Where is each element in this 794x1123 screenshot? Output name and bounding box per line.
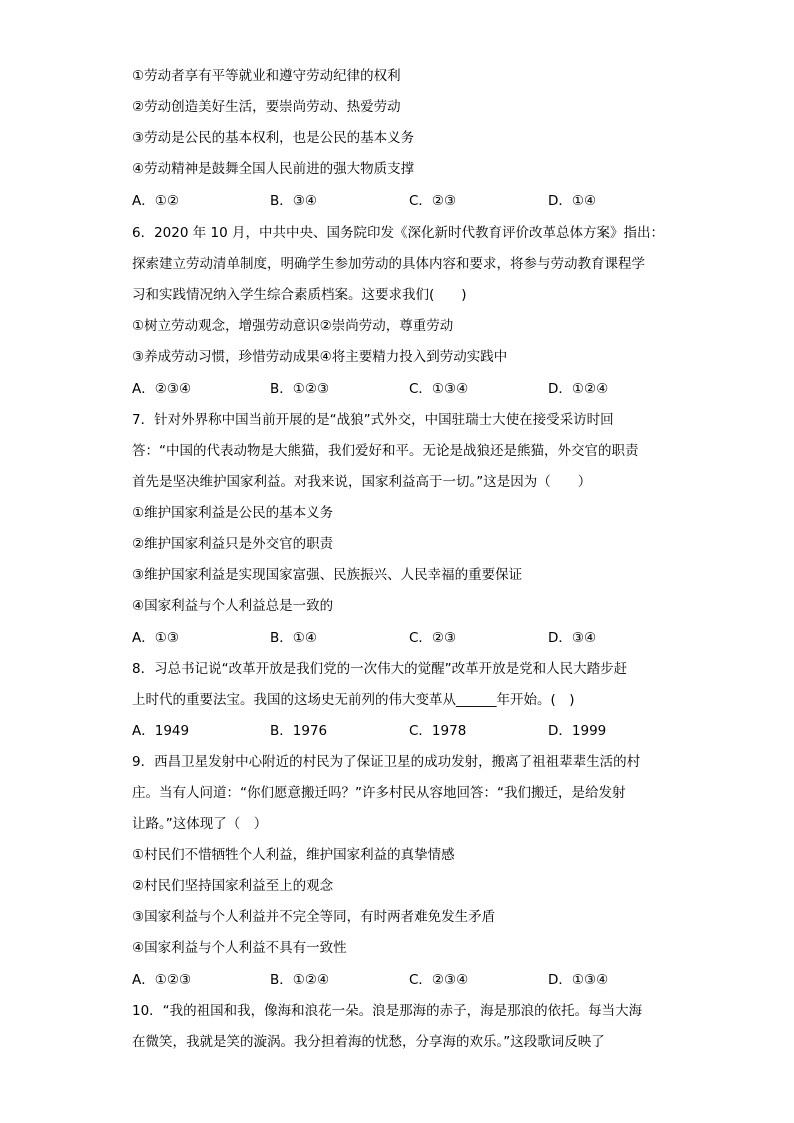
q8-option-a: A．1949 xyxy=(132,723,190,739)
q7-stem-line-3: 首先是坚决维护国家利益。对我来说，国家利益高于一切。”这是因为（ ） xyxy=(132,474,592,490)
q7-option-d: D．③④ xyxy=(548,630,597,646)
q5-item-3: ③劳动是公民的基本权利，也是公民的基本义务 xyxy=(132,130,415,146)
q9-option-a: A．①②③ xyxy=(132,972,192,988)
q9-stem-line-3: 让路。”这体现了（ ） xyxy=(132,816,268,832)
q5-option-a: A．①② xyxy=(132,193,179,209)
q9-stem-line-1: 9．西昌卫星发射中心附近的村民为了保证卫星的成功发射，搬离了祖祖辈辈生活的村 xyxy=(132,754,641,770)
q7-option-a: A．①③ xyxy=(132,630,179,646)
q9-options xyxy=(132,970,672,990)
q6-option-b: B．①②③ xyxy=(270,381,330,397)
q7-item-2: ②维护国家利益只是外交官的职责 xyxy=(132,536,334,552)
q6-option-c: C．①③④ xyxy=(409,381,469,397)
q6-item-1: ①树立劳动观念，增强劳动意识②崇尚劳动，尊重劳动 xyxy=(132,318,454,334)
q5-item-1: ①劳动者享有平等就业和遵守劳动纪律的权利 xyxy=(132,68,401,84)
q5-option-d: D．①④ xyxy=(548,193,597,209)
q9-option-c: C．②③④ xyxy=(409,972,469,988)
q7-item-3: ③维护国家利益是实现国家富强、民族振兴、人民幸福的重要保证 xyxy=(132,567,523,583)
q10-stem-line-1: 10．“我的祖国和我，像海和浪花一朵。浪是那海的赤子，海是那浪的依托。每当大海 xyxy=(132,1003,643,1019)
q9-option-b: B．①②④ xyxy=(270,972,330,988)
q9-option-d: D．①③④ xyxy=(548,972,609,988)
q5-option-b: B．③④ xyxy=(270,193,317,209)
q5-item-4: ④劳动精神是鼓舞全国人民前进的强大物质支撑 xyxy=(132,161,415,177)
q7-item-4: ④国家利益与个人利益总是一致的 xyxy=(132,598,334,614)
q6-option-a: A．②③④ xyxy=(132,381,192,397)
q8-option-b: B．1976 xyxy=(270,723,328,739)
q5-options xyxy=(132,191,672,211)
q5-item-2: ②劳动创造美好生活，要崇尚劳动、热爱劳动 xyxy=(132,99,401,115)
q5-option-c: C．②③ xyxy=(409,193,457,209)
q9-item-4: ④国家利益与个人利益不具有一致性 xyxy=(132,940,347,956)
q8-options xyxy=(132,721,672,741)
q7-stem-line-1: 7．针对外界称中国当前开展的是“战狼”式外交，中国驻瑞士大使在接受采访时回 xyxy=(132,412,614,428)
q6-option-d: D．①②④ xyxy=(548,381,609,397)
q7-item-1: ①维护国家利益是公民的基本义务 xyxy=(132,505,334,521)
q7-option-c: C．②③ xyxy=(409,630,457,646)
q6-options xyxy=(132,379,672,399)
q6-stem-line-1: 6．2020 年 10 月，中共中央、国务院印发《深化新时代教育评价改革总体方案》指出： xyxy=(132,225,664,241)
q6-item-2: ③养成劳动习惯，珍惜劳动成果④将主要精力投入到劳动实践中 xyxy=(132,349,508,365)
q8-stem-line-2: 上时代的重要法宝。我国的这场史无前列的伟大变革从______年开始。( ) xyxy=(132,692,575,708)
q10-stem-line-2: 在微笑，我就是笑的漩涡。我分担着海的忧愁，分享海的欢乐。”这段歌词反映了 xyxy=(132,1034,605,1050)
q9-item-2: ②村民们坚持国家利益至上的观念 xyxy=(132,878,334,894)
q9-stem-line-2: 庄。当有人问道：“你们愿意搬迁吗？”许多村民从容地回答：“我们搬迁，是给发射 xyxy=(132,785,626,801)
q6-stem-line-3: 习和实践情况纳入学生综合素质档案。这要求我们( ) xyxy=(132,287,467,303)
q9-item-1: ①村民们不惜牺牲个人利益，维护国家利益的真挚情感 xyxy=(132,847,455,863)
q8-option-c: C．1978 xyxy=(409,723,467,739)
q7-options xyxy=(132,628,672,648)
q6-stem-line-2: 探索建立劳动清单制度，明确学生参加劳动的具体内容和要求，将参与劳动教育课程学 xyxy=(132,256,645,272)
q7-stem-line-2: 答：“中国的代表动物是大熊猫，我们爱好和平。无论是战狼还是熊猫，外交官的职责 xyxy=(132,443,639,459)
q8-stem-line-1: 8．习总书记说“改革开放是我们党的一次伟大的觉醒”改革开放是党和人民大踏步赶 xyxy=(132,661,628,677)
q9-item-3: ③国家利益与个人利益并不完全等同，有时两者难免发生矛盾 xyxy=(132,909,496,925)
q7-option-b: B．①④ xyxy=(270,630,317,646)
q8-option-d: D．1999 xyxy=(548,723,607,739)
